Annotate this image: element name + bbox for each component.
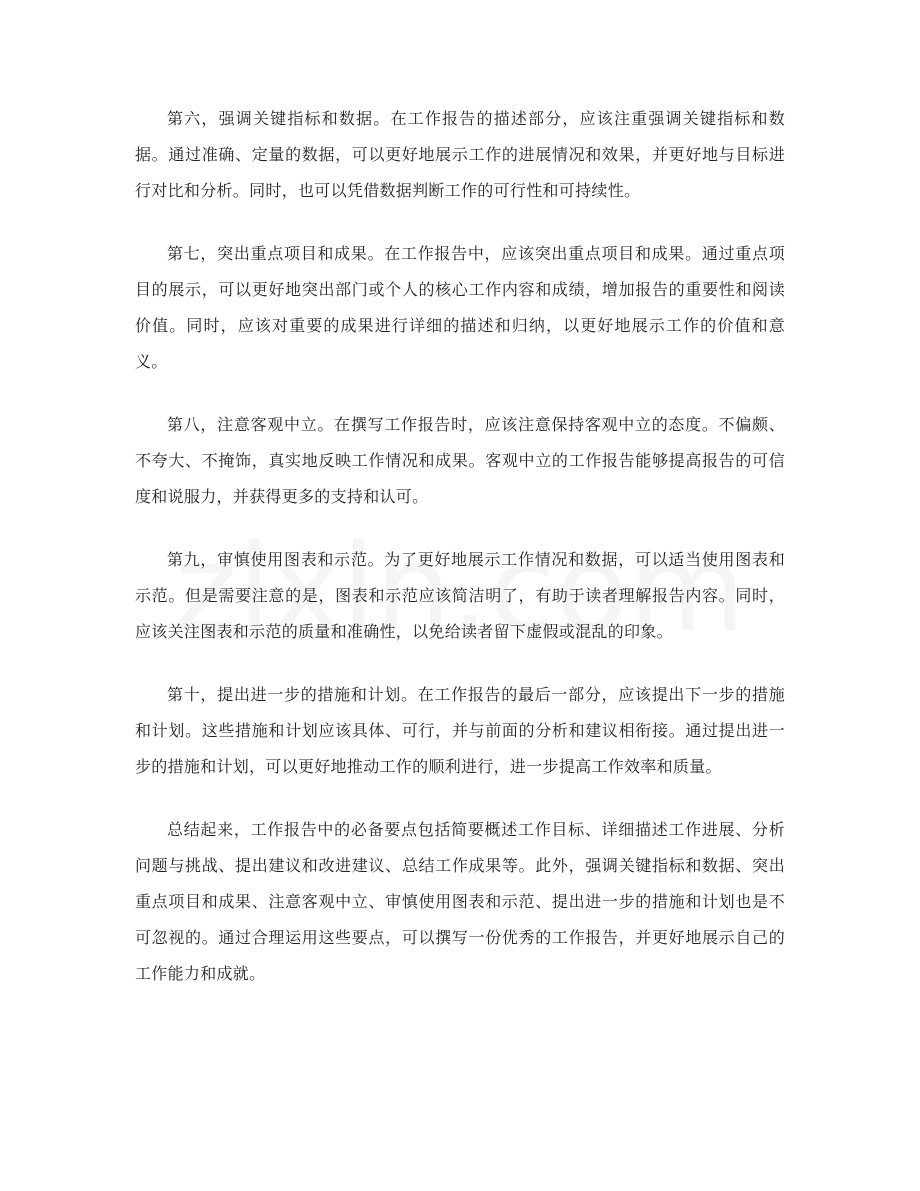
paragraph-seventh-point: 第七，突出重点项目和成果。在工作报告中，应该突出重点项目和成果。通过重点项目的展示，可以更好地突出部门或个人的核心工作内容和成绩，增加报告的重要性和阅读价值。同时，应该对重要的成果进行详细的描述和归纳，以更好地展示工作的价值和意义。 xyxy=(135,244,785,371)
paragraph-tenth-point: 第十，提出进一步的措施和计划。在工作报告的最后一部分，应该提出下一步的措施和计划。这些措施和计划应该具体、可行，并与前面的分析和建议相衔接。通过提出进一步的措施和计划，可以更好地推动工作的顺利进行，进一步提高工作效率和质量。 xyxy=(135,685,785,776)
document-body xyxy=(135,101,785,1019)
paragraph-sixth-point: 第六，强调关键指标和数据。在工作报告的描述部分，应该注重强调关键指标和数据。通过准确、定量的数据，可以更好地展示工作的进展情况和效果，并更好地与目标进行对比和分析。同时，也可以凭借数据判断工作的可行性和可持续性。 xyxy=(135,109,785,200)
paragraph-eighth-point: 第八，注意客观中立。在撰写工作报告时，应该注意保持客观中立的态度。不偏颇、不夸大、不掩饰，真实地反映工作情况和成果。客观中立的工作报告能够提高报告的可信度和说服力，并获得更多的支持和认可。 xyxy=(135,415,785,506)
paragraph-ninth-point: 第九，审慎使用图表和示范。为了更好地展示工作情况和数据，可以适当使用图表和示范。但是需要注意的是，图表和示范应该简洁明了，有助于读者理解报告内容。同时，应该关注图表和示范的质量和准确性，以免给读者留下虚假或混乱的印象。 xyxy=(135,550,785,641)
paragraph-summary: 总结起来，工作报告中的必备要点包括简要概述工作目标、详细描述工作进展、分析问题与挑战、提出建议和改进建议、总结工作成果等。此外，强调关键指标和数据、突出重点项目和成果、注意客观中立、审慎使用图表和示范、提出进一步的措施和计划也是不可忽视的。通过合理运用这些要点，可以撰写一份优秀的工作报告，并更好地展示自己的工作能力和成就。 xyxy=(135,820,785,983)
